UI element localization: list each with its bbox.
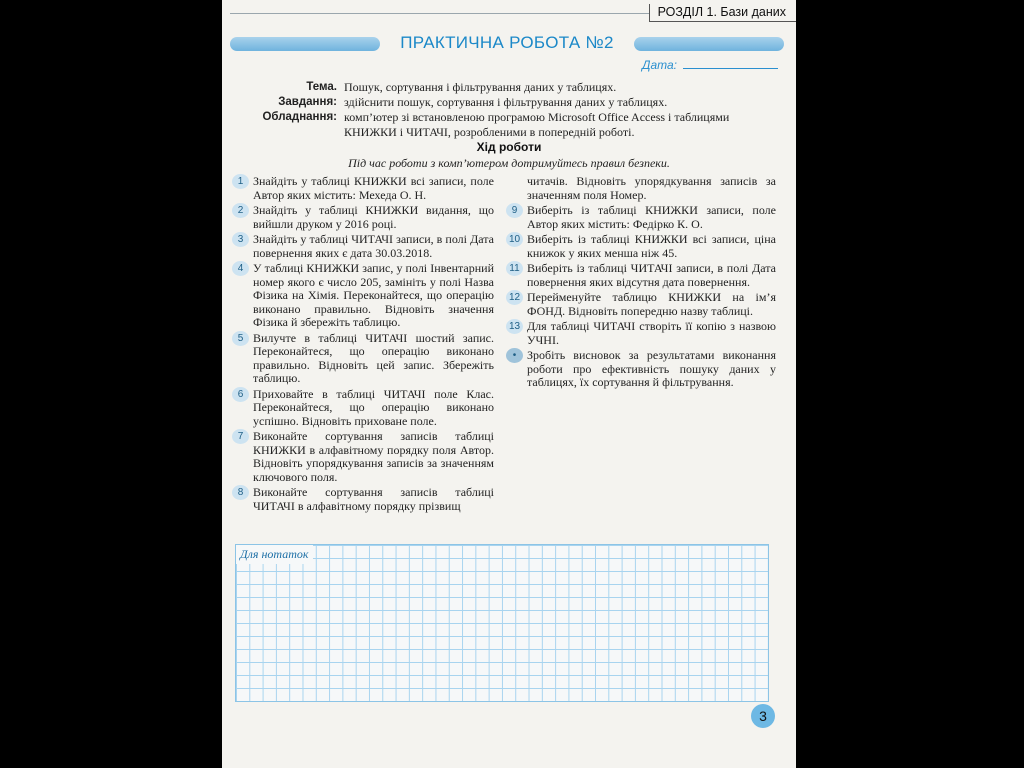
step-text: Виберіть із таблиці ЧИТАЧІ записи, в полі Дата повернення яких відсутня дата повернення.	[527, 261, 776, 289]
meta-row-topic	[242, 80, 772, 95]
step-item	[232, 175, 494, 202]
title-bar-right	[634, 37, 784, 51]
step-number: 9	[506, 203, 523, 218]
step-number: 5	[232, 331, 249, 346]
step-text: Знайдіть у таблиці КНИЖКИ видання, що вийшли друком у 2016 році.	[253, 203, 494, 231]
meta-value: Пошук, сортування і фільтрування даних у таблицях.	[344, 80, 617, 94]
step-item	[232, 332, 494, 386]
step-text: У таблиці КНИЖКИ запис, у полі Інвентарний номер якого є число 205, замініть у полі Назва Фізика на Хімія. Переконайтеся, що операцію виконано правильно. Відновіть значення Фізика й збережіть таблицю.	[253, 261, 494, 329]
page-title: ПРАКТИЧНА РОБОТА №2	[400, 33, 614, 52]
section-header	[230, 4, 796, 24]
step-text: Виконайте сортування записів таблиці КНИЖКИ в алфавітному порядку поля Автор. Відновіть упорядкування записів за значенням ключового поля.	[253, 429, 494, 484]
meta-value: комп’ютер зі встановленою програмою Microsoft Office Access і таблицями КНИЖКИ і ЧИТАЧІ, розробленими в попередній роботі.	[344, 110, 730, 139]
meta-block	[242, 80, 772, 140]
notes-label: Для нотаток	[236, 545, 313, 564]
step-item	[506, 262, 776, 289]
title-bar-left	[230, 37, 380, 51]
step-text: читачів. Відновіть упорядкування записів за значенням поля Номер.	[527, 174, 776, 202]
step-text: Вилучте в таблиці ЧИТАЧІ шостий запис. Переконайтеся, що операцію виконано правильно. Відновіть цей запис. Збережіть таблицю.	[253, 330, 494, 385]
step-text: Зробіть висновок за результатами виконання роботи про ефективність пошуку даних у таблицях, їх сортування й фільтрування.	[527, 348, 776, 389]
step-number: 10	[506, 232, 523, 247]
step-text: Знайдіть у таблиці ЧИТАЧІ записи, в полі Дата повернення яких є дата 30.03.2018.	[253, 232, 494, 260]
page-number: 3	[751, 704, 775, 728]
step-item	[506, 204, 776, 231]
date-line	[683, 58, 778, 69]
step-text: Для таблиці ЧИТАЧІ створіть її копію з назвою УЧНІ.	[527, 319, 776, 347]
step-number: 3	[232, 232, 249, 247]
safety-note: Під час роботи з комп’ютером дотримуйтесь правил безпеки.	[348, 156, 670, 170]
date-field	[642, 58, 778, 72]
step-item	[506, 233, 776, 260]
step-text: Знайдіть у таблиці КНИЖКИ всі записи, поле Автор яких містить: Мехеда О. Н.	[253, 174, 494, 202]
step-number: 8	[232, 485, 249, 500]
step-number: 13	[506, 319, 523, 334]
step-continuation	[506, 175, 776, 202]
step-item	[232, 388, 494, 429]
step-number: 12	[506, 290, 523, 305]
step-number: 2	[232, 203, 249, 218]
date-label: Дата:	[642, 58, 677, 72]
section-title: РОЗДІЛ 1. Бази даних	[649, 4, 796, 22]
title-band	[230, 33, 784, 53]
conclusion-item	[506, 349, 776, 390]
step-item	[232, 430, 494, 484]
meta-row-equipment	[242, 110, 772, 140]
header-rule	[230, 13, 661, 14]
steps-column-right	[506, 175, 776, 392]
step-number: 7	[232, 429, 249, 444]
bullet-icon: •	[506, 348, 523, 363]
step-item	[232, 233, 494, 260]
meta-label: Завдання:	[278, 96, 337, 108]
step-item	[232, 204, 494, 231]
step-item	[506, 320, 776, 347]
step-number: 6	[232, 387, 249, 402]
step-text: Перейменуйте таблицю КНИЖКИ на ім’я ФОНД. Відновіть попередню назву таблиці.	[527, 290, 776, 318]
step-text: Виберіть із таблиці КНИЖКИ записи, поле Автор яких містить: Федірко К. О.	[527, 203, 776, 231]
meta-label: Обладнання:	[262, 111, 337, 123]
step-number: 11	[506, 261, 523, 276]
step-item	[232, 262, 494, 330]
step-text: Виберіть із таблиці КНИЖКИ всі записи, ціна книжок у яких менша ніж 45.	[527, 232, 776, 260]
step-text: Приховайте в таблиці ЧИТАЧІ поле Клас. Переконайтеся, що операцію виконано успішно. Відновіть приховане поле.	[253, 386, 494, 428]
step-item	[506, 291, 776, 318]
step-number: 4	[232, 261, 249, 276]
meta-row-task	[242, 95, 772, 110]
step-item	[232, 486, 494, 513]
step-number: 1	[232, 174, 249, 189]
procedure-heading: Хід роботи	[476, 140, 542, 154]
meta-label: Тема.	[306, 81, 337, 93]
step-text: Виконайте сортування записів таблиці ЧИТАЧІ в алфавітному порядку прізвищ	[253, 485, 494, 513]
notes-grid[interactable]	[235, 544, 769, 702]
meta-value: здійснити пошук, сортування і фільтрування даних у таблицях.	[344, 95, 668, 109]
steps-column-left	[232, 175, 494, 515]
workbook-page	[222, 0, 796, 768]
